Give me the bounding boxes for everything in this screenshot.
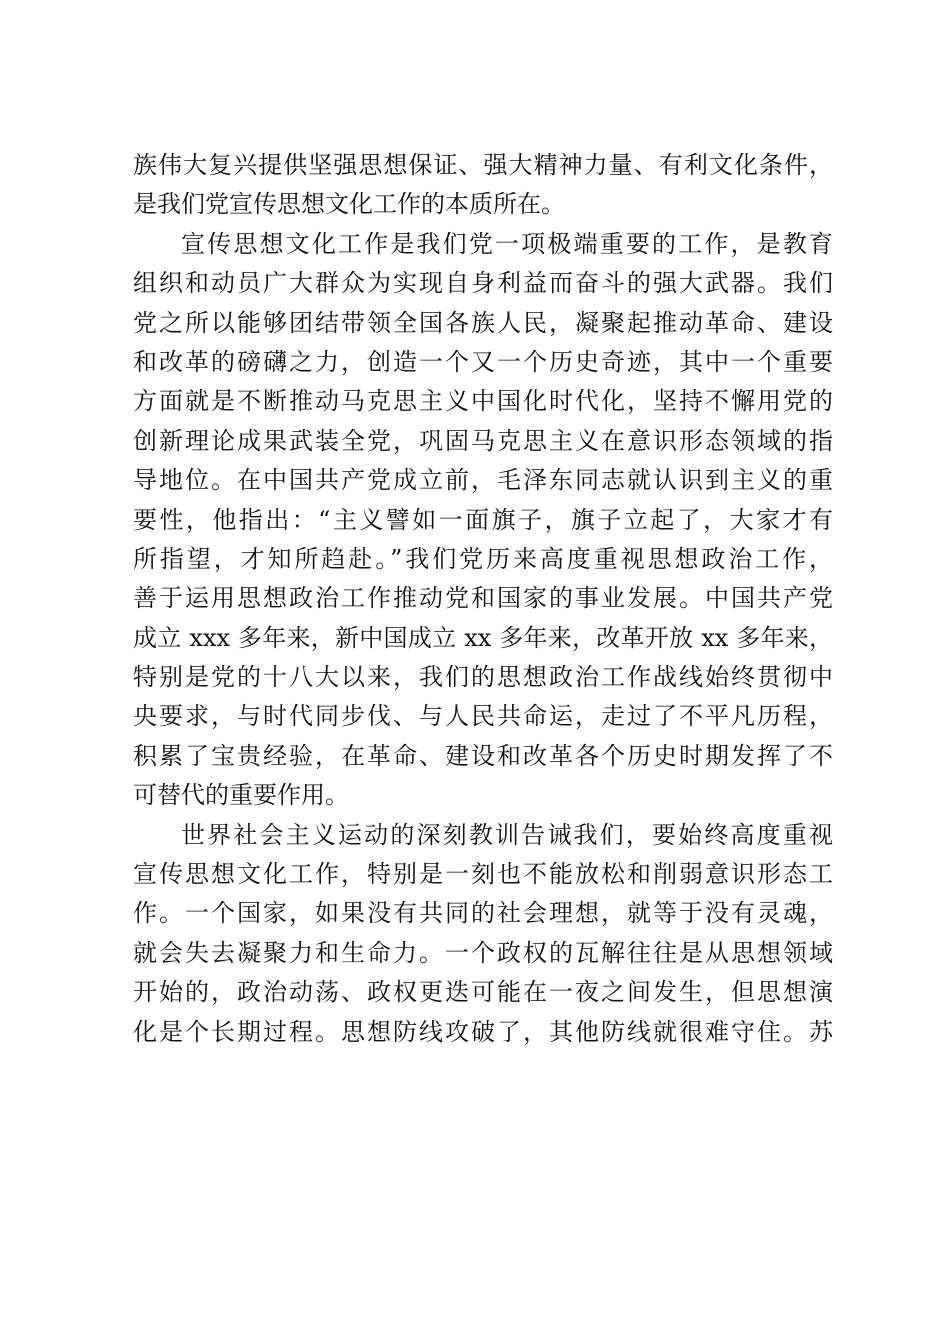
text-line: 要性，他指出：“主义譬如一面旗子，旗子立起了，大家才有 — [133, 505, 833, 534]
text-line: 方面就是不断推动马克思主义中国化时代化，坚持不懈用党的 — [133, 387, 833, 416]
text-line: 世界社会主义运动的深刻教训告诫我们，要始终高度重视 — [181, 820, 833, 849]
text-line: 善于运用思想政治工作推动党和国家的事业发展。中国共产党 — [133, 584, 833, 613]
text-line: 央要求，与时代同步伐、与人民共命运，走过了不平凡历程， — [133, 702, 833, 731]
text-line: 党之所以能够团结带领全国各族人民，凝聚起推动革命、建设 — [133, 308, 833, 337]
text-line: 可替代的重要作用。 — [133, 781, 349, 810]
text-line: 宣传思想文化工作，特别是一刻也不能放松和削弱意识形态工 — [133, 860, 833, 889]
text-line: 导地位。在中国共产党成立前，毛泽东同志就认识到主义的重 — [133, 466, 833, 495]
text-line: 是我们党宣传思想文化工作的本质所在。 — [133, 190, 565, 219]
text-line: 族伟大复兴提供坚强思想保证、强大精神力量、有利文化条件， — [133, 151, 833, 179]
body-text — [133, 146, 833, 1052]
text-line: 组织和动员广大群众为实现自身利益而奋斗的强大武器。我们 — [133, 269, 833, 298]
text-line: 宣传思想文化工作是我们党一项极端重要的工作，是教育 — [181, 229, 833, 258]
text-line: 开始的，政治动荡、政权更迭可能在一夜之间发生，但思想演 — [133, 978, 833, 1007]
text-line: 和改革的磅礴之力，创造一个又一个历史奇迹，其中一个重要 — [133, 347, 833, 376]
text-line: 创新理论成果武装全党，巩固马克思主义在意识形态领域的指 — [133, 426, 833, 455]
text-line: 积累了宝贵经验，在革命、建设和改革各个历史时期发挥了不 — [133, 741, 833, 770]
text-line: 成立 xxx 多年来，新中国成立 xx 多年来，改革开放 xx 多年来， — [133, 623, 833, 652]
text-line: 作。一个国家，如果没有共同的社会理想，就等于没有灵魂， — [133, 899, 833, 928]
text-line: 化是个长期过程。思想防线攻破了，其他防线就很难守住。苏 — [133, 1017, 833, 1046]
text-line: 就会失去凝聚力和生命力。一个政权的瓦解往往是从思想领域 — [133, 938, 833, 967]
text-line: 特别是党的十八大以来，我们的思想政治工作战线始终贯彻中 — [133, 663, 833, 692]
text-line: 所指望，才知所趋赴。”我们党历来高度重视思想政治工作， — [133, 544, 833, 573]
